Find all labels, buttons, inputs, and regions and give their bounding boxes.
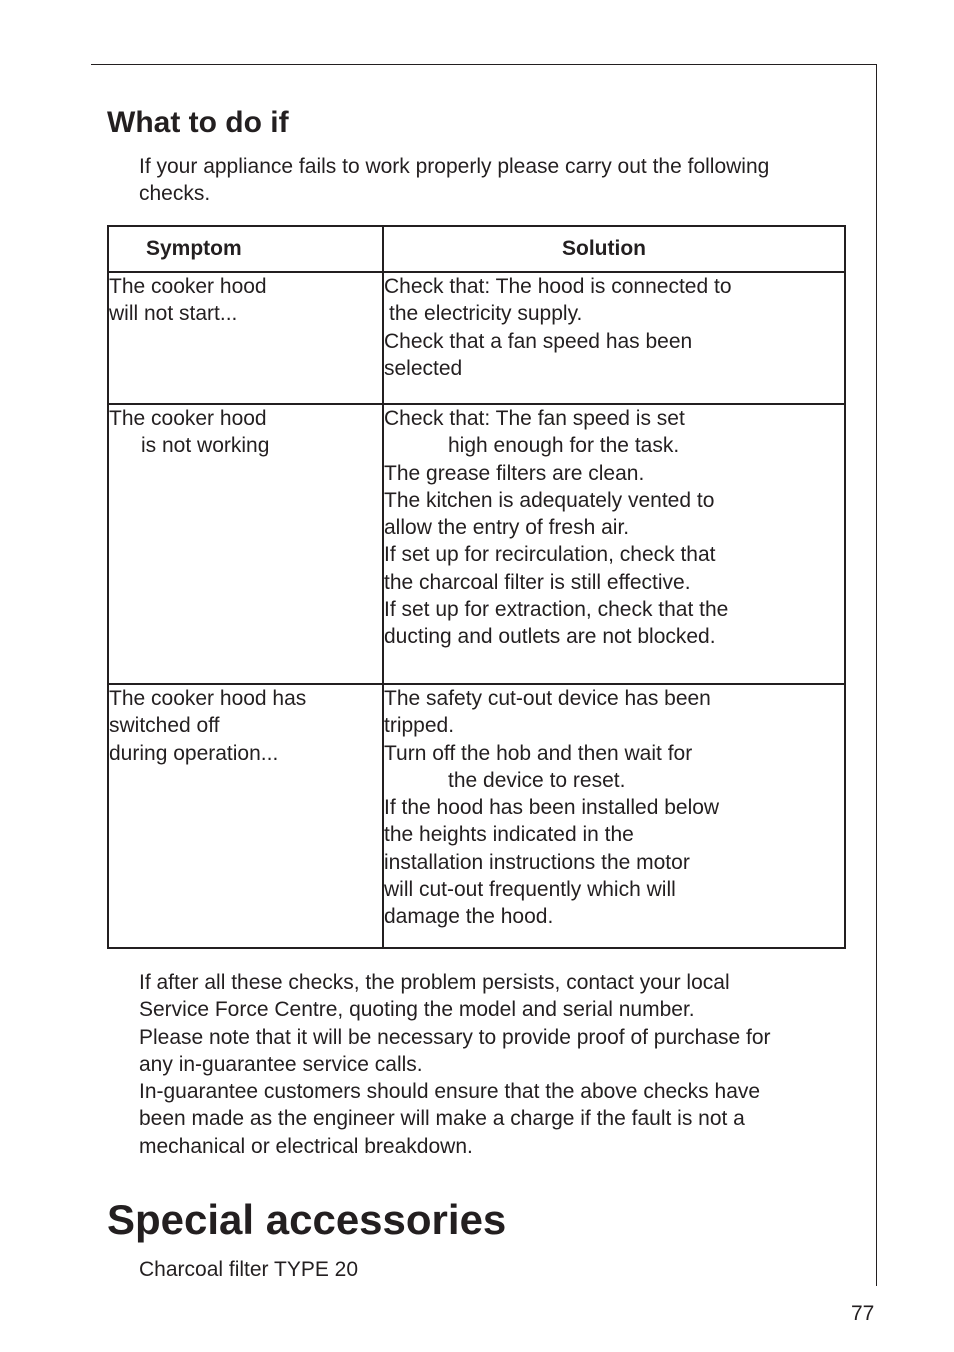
solution-line: If set up for recirculation, check that <box>384 543 716 567</box>
symptom-line: The cooker hood <box>109 275 267 298</box>
after-line: Service Force Centre, quoting the model and serial number. <box>139 998 695 1022</box>
solution-line: allow the entry of fresh air. <box>384 516 630 540</box>
solution-line: If the hood has been installed below <box>384 796 720 820</box>
accessory-item: Charcoal filter TYPE 20 <box>139 1258 359 1281</box>
solution-line: The kitchen is adequately vented to <box>384 488 715 512</box>
solution-line: ducting and outlets are not blocked. <box>384 625 716 649</box>
after-line: Please note that it will be necessary to provide proof of purchase for <box>139 1025 771 1049</box>
symptom-line: switched off <box>109 714 220 738</box>
symptom-cell <box>108 684 383 948</box>
right-rule <box>876 64 877 1286</box>
after-line: been made as the engineer will make a charge if the fault is not a <box>139 1107 745 1131</box>
solution-cell <box>383 272 845 404</box>
solution-header: Solution <box>383 226 845 272</box>
solution-cell <box>383 684 845 948</box>
table-row <box>108 272 845 404</box>
symptom-line: is not working <box>141 434 270 458</box>
after-line: If after all these checks, the problem persists, contact your local <box>139 971 730 994</box>
page-number: 77 <box>851 1302 875 1325</box>
top-rule <box>91 64 877 65</box>
intro-paragraph <box>139 153 769 208</box>
solution-line: high enough for the task. <box>448 434 680 458</box>
intro-line: checks. <box>139 182 211 206</box>
solution-line: selected <box>384 356 463 380</box>
after-line: mechanical or electrical breakdown. <box>139 1134 473 1158</box>
solution-line: Check that: The hood is connected to <box>384 275 732 298</box>
solution-line: the charcoal filter is still effective. <box>384 570 691 594</box>
solution-line: Check that a fan speed has been <box>384 329 693 353</box>
symptom-line: The cooker hood has <box>109 687 307 710</box>
section-title: What to do if <box>107 106 289 139</box>
troubleshooting-table <box>107 225 846 949</box>
symptom-header: Symptom <box>108 226 383 272</box>
table-header-row <box>108 226 845 272</box>
solution-cell <box>383 404 845 684</box>
solution-line: If set up for extraction, check that the <box>384 598 729 622</box>
solution-line: will cut-out frequently which will <box>384 878 676 902</box>
symptom-line: during operation... <box>109 741 279 765</box>
symptom-cell <box>108 404 383 684</box>
table-row <box>108 684 845 948</box>
solution-line: Check that: The fan speed is set <box>384 407 685 430</box>
after-line: any in-guarantee service calls. <box>139 1052 423 1076</box>
solution-line: tripped. <box>384 714 455 738</box>
solution-line: The safety cut-out device has been <box>384 687 711 710</box>
after-line: In-guarantee customers should ensure that the above checks have <box>139 1080 761 1104</box>
after-table-paragraph <box>139 969 771 1160</box>
solution-line: installation instructions the motor <box>384 850 690 874</box>
symptom-line: will not start... <box>109 302 238 326</box>
solution-line: the device to reset. <box>448 768 626 792</box>
solution-line: Turn off the hob and then wait for <box>384 741 693 765</box>
solution-line: The grease filters are clean. <box>384 461 645 485</box>
table-row <box>108 404 845 684</box>
accessories-title: Special accessories <box>107 1196 507 1243</box>
solution-line: the heights indicated in the <box>384 823 634 847</box>
symptom-cell <box>108 272 383 404</box>
intro-line: If your appliance fails to work properly please carry out the following <box>139 155 770 178</box>
solution-line: damage the hood. <box>384 905 554 929</box>
solution-line: the electricity supply. <box>389 302 583 326</box>
symptom-line: The cooker hood <box>109 407 267 430</box>
